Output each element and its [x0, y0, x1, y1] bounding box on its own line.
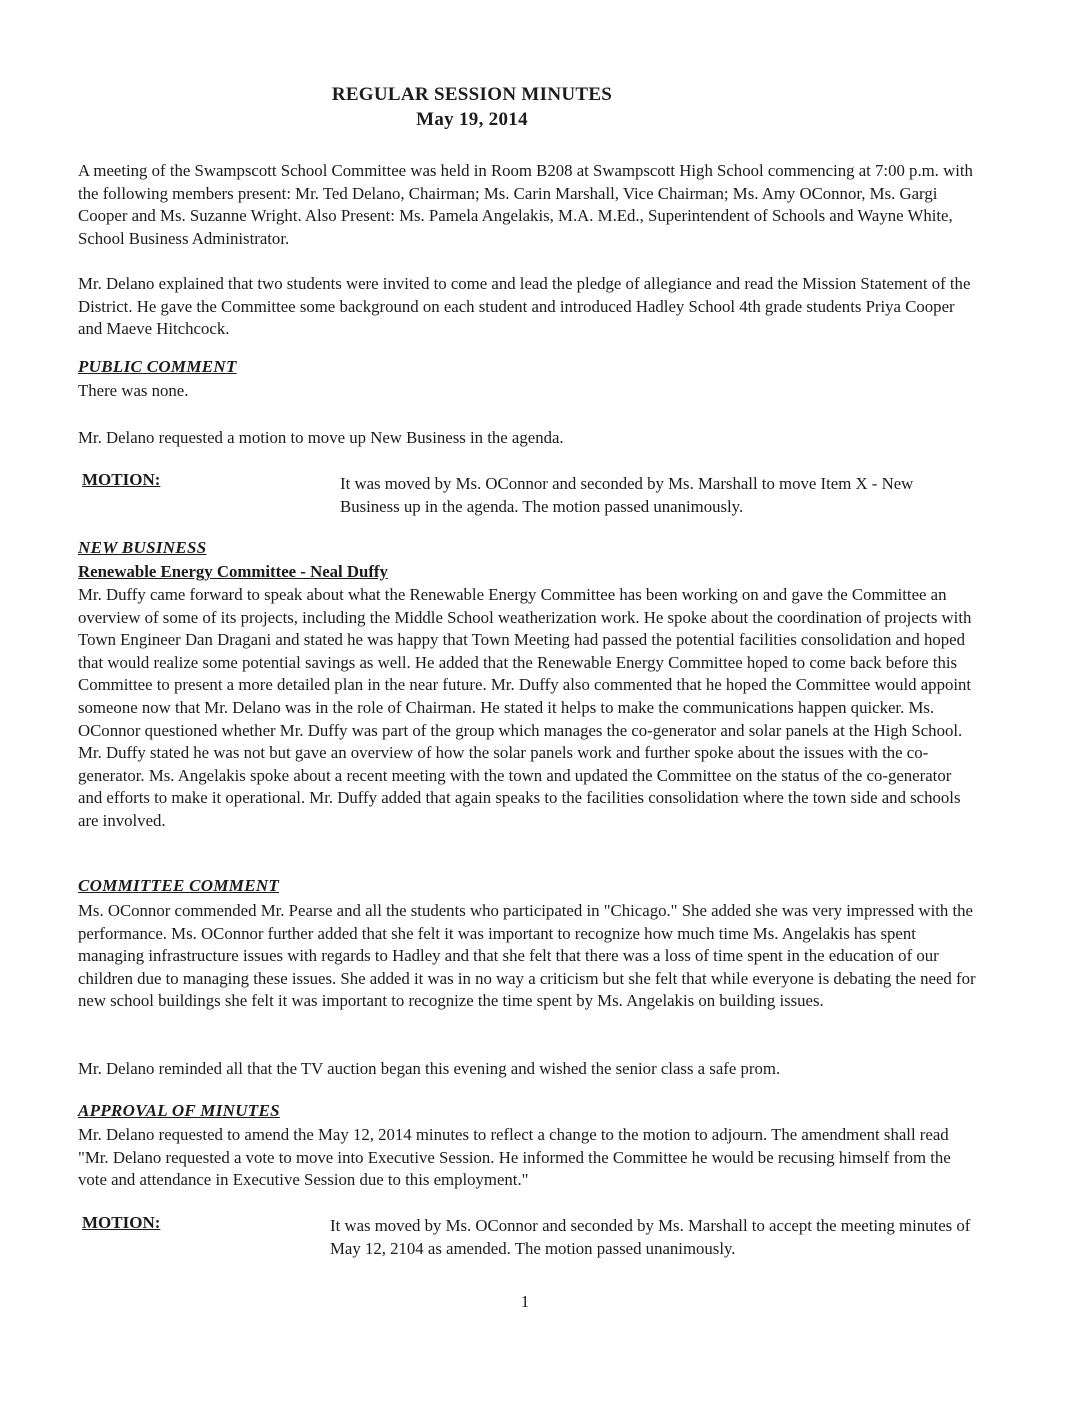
motion-text-2: It was moved by Ms. OConnor and seconded by Ms. Marshall to accept the meeting minutes of May 12, 2104 as amended. The motion passed unanimously. [330, 1216, 971, 1258]
new-business-text: Mr. Duffy came forward to speak about what the Renewable Energy Committee has been working on and gave the Committee an overview of some of its projects, including the Middle School weatherization work. He spoke about the coordination of projects with Town Engineer Dan Dragani and stated he was happy that Town Meeting had passed the potential facilities consolidation and hoped that would realize some potential savings as well. He added that the Renewable Energy Committee hoped to come back before this Committee to present a more detailed plan in the near future. Mr. Duffy also commented that he hoped the Committee would appoint someone now that Mr. Delano was in the role of Chairman. He stated it helps to make the communications happen quicker. Ms. OConnor questioned whether Mr. Duffy was part of the group which manages the co-generator and solar panels at the High School. Mr. Duffy stated he was not but gave an overview of how the solar panels work and further spoke about the issues with the co-generator. Ms. Angelakis spoke about a recent meeting with the town and updated the Committee on the status of the co-generator and efforts to make it operational. Mr. Duffy added that again speaks to the facilities consolidation where the town side and schools are involved. [78, 585, 972, 830]
approval-text: Mr. Delano requested to amend the May 12, 2014 minutes to reflect a change to the motion to adjourn. The amendment shall read "Mr. Delano requested a vote to move into Executive Session. He informed the Committee he would be recusing himself from the vote and attendance in Executive Session due to this employment." [78, 1125, 951, 1190]
move-request-paragraph: Mr. Delano requested a motion to move up New Business in the agenda. [78, 428, 564, 447]
committee-comment-text: Ms. OConnor commended Mr. Pearse and all the students who participated in "Chicago." She added she was very impressed with the performance. Ms. OConnor further added that she felt it was important to recognize how much time Ms. Angelakis has spent managing infrastructure issues with regards to Hadley and that she felt that there was a loss of time spent in the education of our children due to managing these issues. She added it was in no way a criticism but she felt that while everyone is debating the need for new school buildings she felt it was important to recognize the time spent by Ms. Angelakis on building issues. [78, 901, 976, 1011]
document-title: REGULAR SESSION MINUTES [331, 84, 613, 105]
pledge-paragraph: Mr. Delano explained that two students were invited to come and lead the pledge of allegiance and read the Mission Statement of the District. He gave the Committee some background on each student and introduced Hadley School 4th grade students Priya Cooper and Maeve Hitchcock. [78, 274, 971, 339]
page-number: 1 [520, 1292, 530, 1311]
motion-label-2: MOTION: [82, 1213, 161, 1232]
public-comment-heading: PUBLIC COMMENT [78, 357, 237, 376]
committee-comment-heading: COMMITTEE COMMENT [78, 876, 280, 895]
new-business-heading: NEW BUSINESS [78, 538, 207, 557]
document-date: May 19, 2014 [416, 109, 528, 130]
new-business-subheading: Renewable Energy Committee - Neal Duffy [78, 562, 388, 581]
motion-text: It was moved by Ms. OConnor and seconded by Ms. Marshall to move Item X - New Business up in the agenda. The motion passed unanimously. [340, 474, 914, 516]
public-comment-text: There was none. [78, 381, 189, 400]
approval-heading: APPROVAL OF MINUTES [78, 1101, 280, 1120]
intro-paragraph: A meeting of the Swampscott School Committee was held in Room B208 at Swampscott High School commencing at 7:00 p.m. with the following members present: Mr. Ted Delano, Chairman; Ms. Carin Marshall, Vice Chairman; Ms. Amy OConnor, Ms. Gargi Cooper and Ms. Suzanne Wright. Also Present: Ms. Pamela Angelakis, M.A. M.Ed., Superintendent of Schools and Wayne White, School Business Administrator. [78, 161, 973, 248]
motion-label: MOTION: [82, 470, 161, 489]
tv-auction-paragraph: Mr. Delano reminded all that the TV auction began this evening and wished the senior class a safe prom. [78, 1059, 781, 1078]
